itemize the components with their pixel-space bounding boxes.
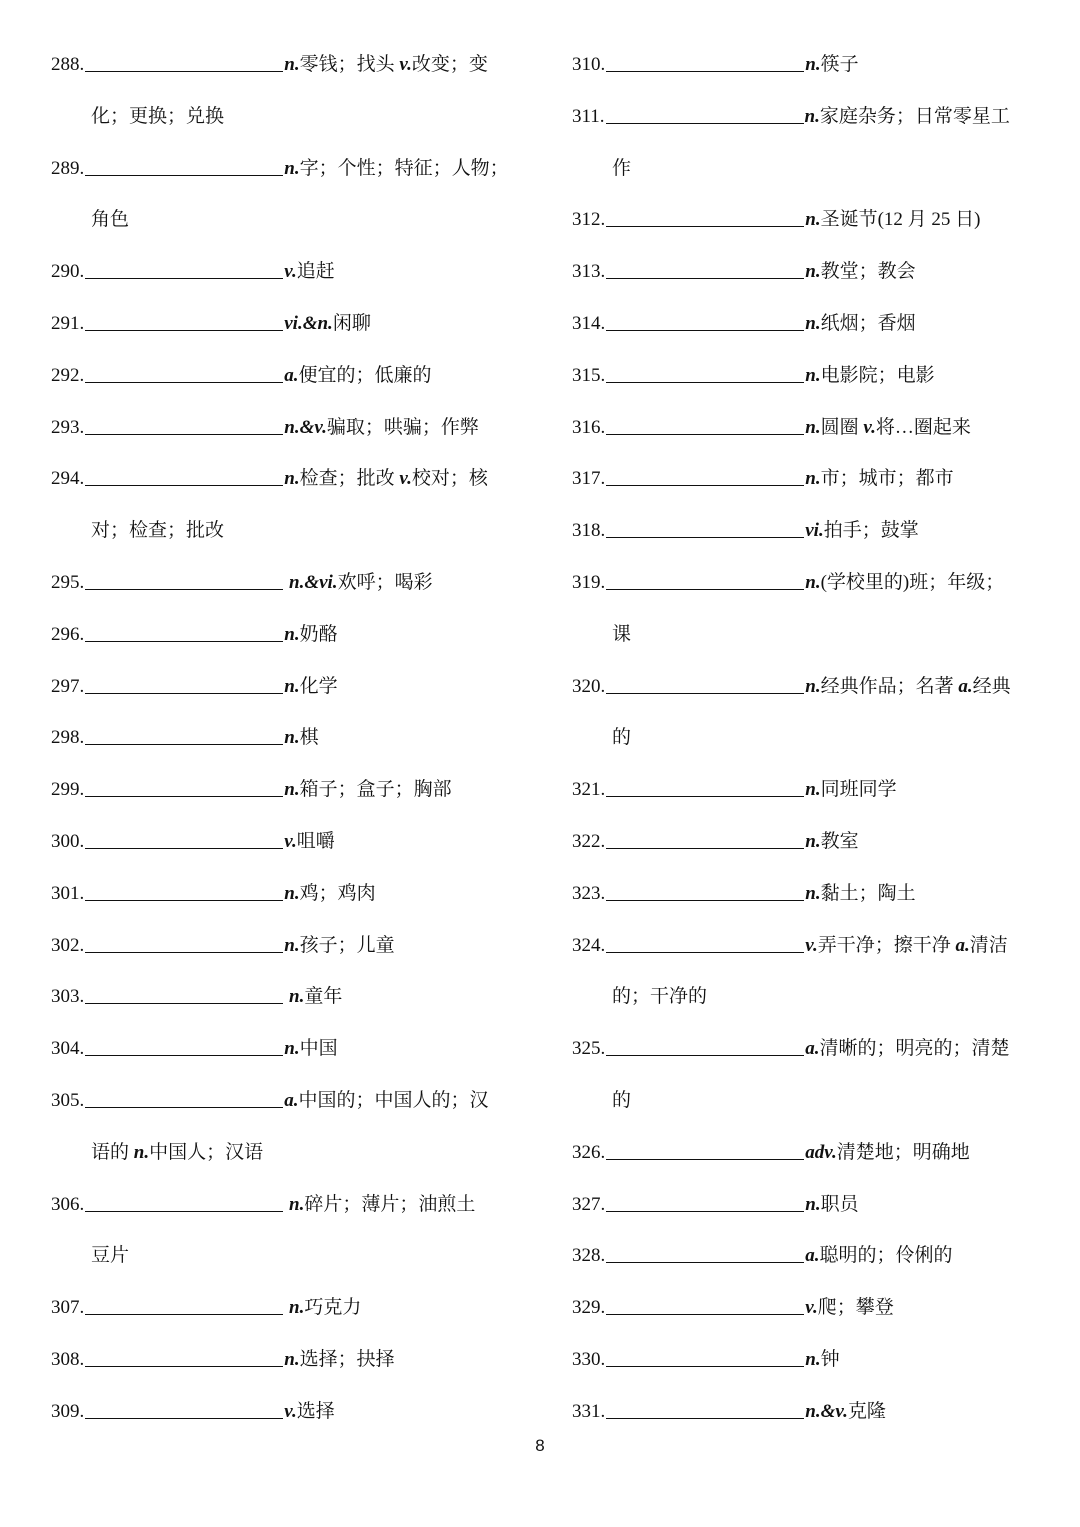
entry-number: 316. [572, 416, 606, 438]
answer-blank[interactable] [85, 311, 283, 331]
part-of-speech: v. [805, 1297, 818, 1319]
vocab-entry [51, 453, 521, 505]
vocab-entry [572, 246, 1042, 298]
meaning-text: (学校里的)班；年级； [820, 571, 1005, 593]
meaning-text: 的 [612, 1089, 632, 1111]
answer-blank[interactable] [606, 1140, 804, 1160]
part-of-speech: n. [284, 54, 300, 75]
part-of-speech: v. [399, 54, 412, 75]
part-of-speech: a. [284, 1089, 299, 1111]
part-of-speech: n. [805, 209, 821, 231]
part-of-speech: a. [958, 675, 973, 697]
vocab-entry [51, 1023, 521, 1075]
answer-blank[interactable] [606, 415, 804, 435]
vocab-entry [572, 39, 1042, 91]
vocab-entry [572, 453, 1042, 505]
entry-number: 289. [51, 157, 85, 179]
entry-number: 322. [572, 830, 606, 852]
vocab-entry [51, 39, 521, 91]
meaning-text: 纸烟；香烟 [820, 312, 916, 334]
part-of-speech: v. [399, 468, 412, 490]
entry-number: 326. [572, 1141, 606, 1163]
answer-blank[interactable] [85, 674, 283, 694]
answer-blank[interactable] [606, 881, 804, 901]
vocab-entry [51, 868, 521, 920]
vocab-entry [51, 143, 521, 195]
answer-blank[interactable] [85, 725, 283, 745]
vocab-entry [51, 1386, 521, 1438]
part-of-speech: n. [804, 105, 820, 127]
meaning-text: 鸡；鸡肉 [299, 882, 376, 904]
answer-blank[interactable] [85, 466, 283, 486]
page-number: 8 [535, 1436, 545, 1455]
meaning-text: 爬；攀登 [817, 1297, 894, 1319]
entry-number: 294. [51, 468, 85, 490]
part-of-speech: a. [955, 934, 970, 956]
vocab-entry-continuation [572, 609, 1042, 661]
part-of-speech: n. [133, 1141, 150, 1163]
vocab-entry [572, 661, 1042, 713]
vocab-entry [51, 764, 521, 816]
meaning-text: 作 [612, 157, 632, 179]
part-of-speech: n. [284, 1348, 300, 1370]
vocab-entry-continuation [572, 1075, 1042, 1127]
meaning-text: 经典作品；名著 [820, 675, 959, 697]
answer-blank[interactable] [85, 829, 283, 849]
meaning-text: 电影院；电影 [820, 364, 935, 386]
meaning-text: 改变；变 [411, 54, 488, 75]
part-of-speech: a. [805, 1038, 820, 1060]
entry-number: 295. [51, 571, 85, 593]
part-of-speech: n. [805, 830, 821, 852]
vocab-entry [51, 1179, 521, 1231]
entry-number: 299. [51, 779, 85, 801]
meaning-text: 筷子 [820, 54, 859, 75]
meaning-text: 棋 [299, 727, 319, 749]
meaning-text: 家庭杂务；日常零星工 [819, 105, 1010, 127]
answer-blank[interactable] [85, 52, 283, 72]
meaning-text: 黏土；陶土 [820, 882, 916, 904]
vocab-entry [51, 1334, 521, 1386]
part-of-speech: n. [805, 364, 821, 386]
vocab-entry [572, 1127, 1042, 1179]
vocab-entry [51, 350, 521, 402]
meaning-text: 校对；核 [411, 468, 488, 490]
meaning-text: 的；干净的 [612, 986, 708, 1008]
part-of-speech: n. [805, 54, 821, 75]
meaning-text: 职员 [820, 1193, 859, 1215]
part-of-speech: n. [284, 1193, 305, 1215]
vocab-entry [51, 816, 521, 868]
answer-blank[interactable] [606, 259, 804, 279]
entry-number: 297. [51, 675, 85, 697]
meaning-text: 便宜的；低廉的 [298, 364, 432, 386]
vocab-entry [572, 557, 1042, 609]
part-of-speech: v. [863, 416, 876, 438]
entry-number: 323. [572, 882, 606, 904]
answer-blank[interactable] [85, 415, 283, 435]
entry-number: 331. [572, 1400, 606, 1422]
answer-blank[interactable] [606, 104, 804, 124]
answer-blank[interactable] [606, 829, 804, 849]
entry-number: 315. [572, 364, 606, 386]
answer-blank[interactable] [606, 674, 804, 694]
left-column [51, 39, 521, 1438]
answer-blank[interactable] [606, 1036, 804, 1056]
vocab-entry-continuation [51, 1230, 521, 1282]
entry-number: 321. [572, 779, 606, 801]
meaning-text: 选择 [296, 1400, 335, 1422]
answer-blank[interactable] [606, 1399, 804, 1419]
vocab-entry [572, 868, 1042, 920]
meaning-text: 课 [612, 623, 632, 645]
part-of-speech: n.&vi. [284, 571, 338, 593]
entry-number: 303. [51, 986, 85, 1008]
vocab-entry [51, 971, 521, 1023]
vocab-entry [51, 1282, 521, 1334]
meaning-text: 弄干净；擦干净 [817, 934, 956, 956]
entry-number: 301. [51, 882, 85, 904]
entry-number: 310. [572, 54, 606, 75]
meaning-text: 追赶 [296, 261, 335, 283]
vocab-entry [572, 1179, 1042, 1231]
answer-blank[interactable] [85, 363, 283, 383]
answer-blank[interactable] [606, 207, 804, 227]
vocab-entry [572, 1282, 1042, 1334]
meaning-text: 孩子；儿童 [299, 934, 395, 956]
part-of-speech: v. [805, 934, 818, 956]
answer-blank[interactable] [606, 1347, 804, 1367]
meaning-text: 教室 [820, 830, 859, 852]
part-of-speech: v. [284, 830, 297, 852]
vocab-entry [572, 298, 1042, 350]
part-of-speech: vi.&n. [284, 312, 333, 334]
meaning-text: 中国的；中国人的；汉 [298, 1089, 489, 1111]
vocab-entry [51, 298, 521, 350]
entry-number: 290. [51, 261, 85, 283]
part-of-speech: n. [284, 934, 300, 956]
part-of-speech: n. [805, 571, 821, 593]
meaning-text: 对；检查；批改 [91, 520, 225, 542]
answer-blank[interactable] [606, 518, 804, 538]
meaning-text: 奶酪 [299, 623, 338, 645]
vocab-entry-continuation [572, 143, 1042, 195]
meaning-text: 咀嚼 [296, 830, 335, 852]
part-of-speech: n. [805, 312, 821, 334]
meaning-text: 箱子；盒子；胸部 [299, 779, 452, 801]
entry-number: 324. [572, 934, 606, 956]
entry-number: 288. [51, 54, 85, 75]
answer-blank[interactable] [85, 1036, 283, 1056]
entry-number: 318. [572, 520, 606, 542]
answer-blank[interactable] [85, 622, 283, 642]
answer-blank[interactable] [606, 363, 804, 383]
vocab-entry [51, 557, 521, 609]
vocab-entry [51, 402, 521, 454]
vocab-entry [51, 246, 521, 298]
meaning-text: 角色 [91, 209, 130, 231]
part-of-speech: a. [805, 1245, 820, 1267]
entry-number: 293. [51, 416, 85, 438]
entry-number: 330. [572, 1348, 606, 1370]
meaning-text: 童年 [304, 986, 343, 1008]
entry-number: 305. [51, 1089, 85, 1111]
entry-number: 320. [572, 675, 606, 697]
answer-blank[interactable] [606, 311, 804, 331]
meaning-text: 圆圈 [820, 416, 864, 438]
entry-number: 296. [51, 623, 85, 645]
part-of-speech: n. [284, 1038, 300, 1060]
answer-blank[interactable] [85, 984, 283, 1004]
meaning-text: 语的 [91, 1141, 134, 1163]
vocab-entry [572, 1386, 1042, 1438]
answer-blank[interactable] [606, 52, 804, 72]
entry-number: 300. [51, 830, 85, 852]
part-of-speech: n. [284, 675, 300, 697]
part-of-speech: n.&v. [805, 1400, 848, 1422]
meaning-text: 化学 [299, 675, 338, 697]
meaning-text: 聪明的；伶俐的 [819, 1245, 953, 1267]
meaning-text: 清楚地；明确地 [836, 1141, 970, 1163]
vocab-entry [572, 1023, 1042, 1075]
meaning-text: 豆片 [91, 1245, 130, 1267]
part-of-speech: adv. [805, 1141, 837, 1163]
part-of-speech: n.&v. [284, 416, 327, 438]
meaning-text: 清晰的；明亮的；清楚 [819, 1038, 1010, 1060]
part-of-speech: n. [805, 675, 821, 697]
answer-blank[interactable] [85, 1399, 283, 1419]
entry-number: 325. [572, 1038, 606, 1060]
vocab-entry-continuation [572, 712, 1042, 764]
answer-blank[interactable] [85, 881, 283, 901]
entry-number: 317. [572, 468, 606, 490]
entry-number: 292. [51, 364, 85, 386]
vocab-entry [572, 920, 1042, 972]
meaning-text: 中国 [299, 1038, 338, 1060]
entry-number: 307. [51, 1297, 85, 1319]
answer-blank[interactable] [85, 933, 283, 953]
entry-number: 306. [51, 1193, 85, 1215]
right-column [572, 39, 1042, 1438]
answer-blank[interactable] [85, 156, 283, 176]
answer-blank[interactable] [606, 777, 804, 797]
part-of-speech: n. [284, 1297, 305, 1319]
vocab-entry [51, 920, 521, 972]
vocab-entry-continuation [51, 194, 521, 246]
answer-blank[interactable] [85, 1347, 283, 1367]
part-of-speech: n. [805, 1348, 821, 1370]
answer-blank[interactable] [606, 466, 804, 486]
meaning-text: 选择；抉择 [299, 1348, 395, 1370]
meaning-text: 将…圈起来 [875, 416, 971, 438]
part-of-speech: n. [284, 623, 300, 645]
vocab-entry [51, 609, 521, 661]
entry-number: 308. [51, 1348, 85, 1370]
meaning-text: 闲聊 [332, 312, 371, 334]
answer-blank[interactable] [606, 933, 804, 953]
part-of-speech: v. [284, 261, 297, 283]
meaning-text: 拍手；鼓掌 [823, 520, 919, 542]
entry-number: 327. [572, 1193, 606, 1215]
entry-number: 302. [51, 934, 85, 956]
part-of-speech: a. [284, 364, 299, 386]
vocab-entry [51, 661, 521, 713]
entry-number: 328. [572, 1245, 606, 1267]
part-of-speech: n. [805, 261, 821, 283]
vocab-entry [51, 1075, 521, 1127]
answer-blank[interactable] [85, 259, 283, 279]
meaning-text: 零钱；找头 [299, 54, 400, 75]
answer-blank[interactable] [606, 1192, 804, 1212]
entry-number: 312. [572, 209, 606, 231]
meaning-text: 清洁 [969, 934, 1008, 956]
part-of-speech: n. [805, 468, 821, 490]
vocab-entry [572, 91, 1042, 143]
vocab-entry [572, 816, 1042, 868]
meaning-text: 化；更换；兑换 [91, 105, 225, 127]
answer-blank[interactable] [606, 1243, 804, 1263]
entry-number: 309. [51, 1400, 85, 1422]
vocab-entry [572, 505, 1042, 557]
part-of-speech: n. [284, 779, 300, 801]
entry-number: 313. [572, 261, 606, 283]
part-of-speech: n. [805, 416, 821, 438]
vocab-entry-continuation [572, 971, 1042, 1023]
vocab-entry-continuation [51, 1127, 521, 1179]
meaning-text: 骗取；哄骗；作弊 [326, 416, 479, 438]
part-of-speech: n. [805, 779, 821, 801]
part-of-speech: n. [284, 882, 300, 904]
entry-number: 314. [572, 312, 606, 334]
meaning-text: 碎片；薄片；油煎土 [304, 1193, 476, 1215]
answer-blank[interactable] [85, 570, 283, 590]
vocab-entry-continuation [51, 91, 521, 143]
meaning-text: 中国人；汉语 [149, 1141, 264, 1163]
part-of-speech: n. [284, 157, 300, 179]
meaning-text: 钟 [820, 1348, 840, 1370]
entry-number: 319. [572, 571, 606, 593]
part-of-speech: n. [284, 468, 300, 490]
part-of-speech: v. [284, 1400, 297, 1422]
entry-number: 329. [572, 1297, 606, 1319]
meaning-text: 教堂；教会 [820, 261, 916, 283]
answer-blank[interactable] [85, 777, 283, 797]
vocab-entry-continuation [51, 505, 521, 557]
meaning-text: 圣诞节(12 月 25 日) [820, 209, 981, 231]
meaning-text: 字；个性；特征；人物； [299, 157, 509, 179]
meaning-text: 同班同学 [820, 779, 897, 801]
meaning-text: 经典 [972, 675, 1011, 697]
entry-number: 291. [51, 312, 85, 334]
meaning-text: 欢呼；喝彩 [337, 571, 433, 593]
meaning-text: 克隆 [847, 1400, 886, 1422]
vocab-entry [51, 712, 521, 764]
part-of-speech: n. [805, 1193, 821, 1215]
vocab-entry [572, 350, 1042, 402]
answer-blank[interactable] [85, 1088, 283, 1108]
vocab-entry [572, 764, 1042, 816]
answer-blank[interactable] [606, 1295, 804, 1315]
meaning-text: 市；城市；都市 [820, 468, 954, 490]
part-of-speech: n. [805, 882, 821, 904]
entry-number: 304. [51, 1038, 85, 1060]
vocab-entry [572, 194, 1042, 246]
answer-blank[interactable] [85, 1295, 283, 1315]
meaning-text: 检查；批改 [299, 468, 400, 490]
vocab-entry [572, 402, 1042, 454]
part-of-speech: n. [284, 727, 300, 749]
answer-blank[interactable] [85, 1192, 283, 1212]
entry-number: 311. [572, 105, 605, 127]
vocab-entry [572, 1230, 1042, 1282]
answer-blank[interactable] [606, 570, 804, 590]
part-of-speech: n. [284, 986, 305, 1008]
part-of-speech: vi. [805, 520, 824, 542]
meaning-text: 的 [612, 727, 632, 749]
meaning-text: 巧克力 [304, 1297, 362, 1319]
entry-number: 298. [51, 727, 85, 749]
vocab-entry [572, 1334, 1042, 1386]
